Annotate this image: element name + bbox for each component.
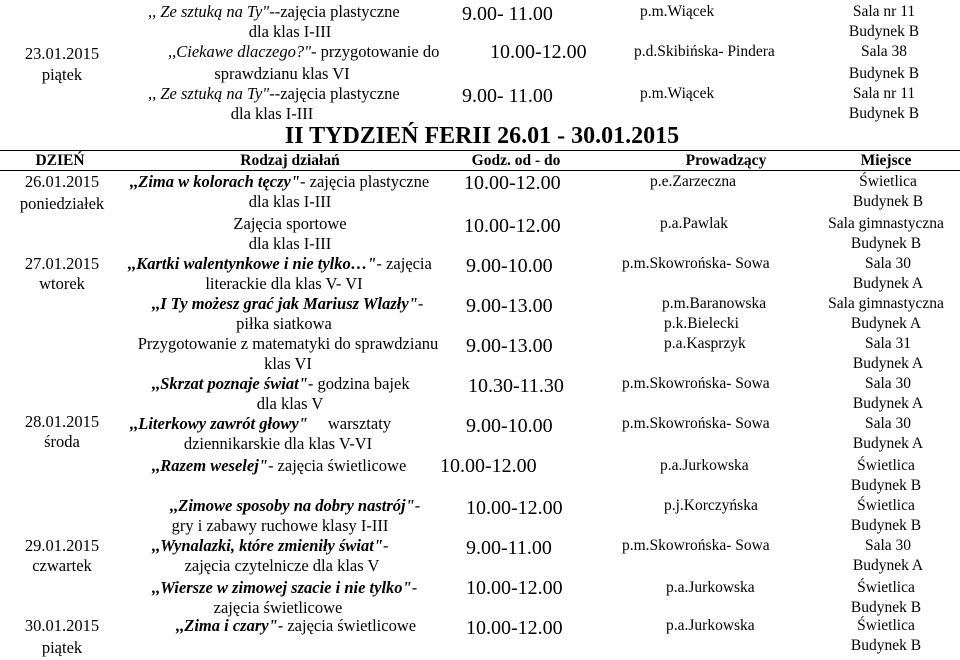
activity-line1 bbox=[176, 618, 416, 635]
activity-name: ,,Razem weselej" bbox=[152, 456, 268, 475]
time-range: 10.00-12.00 bbox=[440, 455, 537, 477]
prev-activity-line1 bbox=[148, 86, 400, 103]
prev-building: Budynek B bbox=[848, 105, 920, 122]
building: Budynek A bbox=[852, 355, 924, 372]
day-date: 27.01.2015 bbox=[24, 254, 100, 273]
day-weekday: środa bbox=[44, 432, 80, 451]
activity-desc: - bbox=[417, 294, 424, 313]
activity-line1 bbox=[152, 376, 410, 393]
activity-line2: zajęcia czytelnicze dla klas V bbox=[184, 556, 380, 575]
activity-line1 bbox=[170, 498, 420, 515]
header-activity: Rodzaj działań bbox=[240, 152, 340, 169]
activity-line2: gry i zabawy ruchowe klasy I-III bbox=[171, 516, 389, 535]
teacher-name: p.m.Skowrońska- Sowa bbox=[622, 537, 770, 554]
room: Sala 30 bbox=[864, 375, 912, 392]
building: Budynek B bbox=[850, 517, 922, 534]
time-range: 10.00-12.00 bbox=[464, 172, 561, 194]
teacher-name: p.a.Kasprzyk bbox=[664, 335, 746, 352]
prev-person: p.m.Wiącek bbox=[640, 85, 715, 102]
header-day: DZIEŃ bbox=[35, 152, 85, 169]
activity-line2: dla klas V bbox=[256, 394, 324, 413]
teacher-name-2: p.k.Bielecki bbox=[664, 315, 739, 332]
activity-name: ,, Ze sztuką na Ty"- bbox=[148, 2, 275, 21]
teacher-name: p.j.Korczyńska bbox=[664, 497, 758, 514]
activity-desc: - bbox=[414, 496, 421, 515]
activity-desc: - godzina bajek bbox=[307, 374, 410, 393]
activity-line1: Przygotowanie z matematyki do sprawdzianu bbox=[137, 334, 439, 353]
time-range: 10.00-12.00 bbox=[466, 617, 563, 639]
time-range: 10.00-12.00 bbox=[466, 497, 563, 519]
activity-line2: literackie dla klas V- VI bbox=[205, 274, 363, 293]
day-date: 26.01.2015 bbox=[24, 172, 100, 191]
activity-desc: - przygotowanie do bbox=[311, 42, 440, 61]
room: Sala gimnastyczna bbox=[828, 215, 944, 232]
building: Budynek B bbox=[852, 193, 924, 210]
activity-name: ,,Zimowe sposoby na dobry nastrój" bbox=[170, 496, 415, 515]
prev-person: p.d.Skibińska- Pindera bbox=[634, 43, 775, 60]
prev-building: Budynek B bbox=[848, 23, 920, 40]
activity-line1 bbox=[130, 416, 391, 433]
building: Budynek B bbox=[850, 637, 922, 654]
activity-desc: -zajęcia plastyczne bbox=[274, 2, 400, 21]
prev-time: 10.00-12.00 bbox=[490, 41, 587, 63]
activity-name: ,,Skrzat poznaje świat" bbox=[152, 374, 308, 393]
time-range: 9.00-13.00 bbox=[466, 295, 553, 317]
prev-room: Sala nr 11 bbox=[852, 3, 916, 20]
room: Sala gimnastyczna bbox=[828, 295, 944, 312]
building: Budynek B bbox=[850, 477, 922, 494]
room: Sala 30 bbox=[864, 537, 912, 554]
week-title: II TYDZIEŃ FERII 26.01 - 30.01.2015 bbox=[284, 123, 680, 149]
activity-desc: - zajęcia bbox=[376, 254, 432, 273]
prev-activity-line1 bbox=[148, 4, 400, 21]
teacher-name: p.m.Skowrońska- Sowa bbox=[622, 375, 770, 392]
teacher-name: p.e.Zarzeczna bbox=[650, 173, 737, 190]
day-weekday: czwartek bbox=[32, 556, 92, 575]
activity-line1 bbox=[152, 538, 389, 555]
building: Budynek A bbox=[852, 557, 924, 574]
header-place: Miejsce bbox=[860, 152, 912, 169]
activity-name: ,,Zima i czary" bbox=[176, 616, 278, 635]
activity-line1 bbox=[130, 174, 429, 191]
activity-desc: - zajęcia świetlicowe bbox=[277, 616, 417, 635]
activity-name: ,,Zima w kolorach tęczy" bbox=[130, 172, 301, 191]
prev-activity-line2: sprawdzianu klas VI bbox=[214, 64, 350, 83]
activity-line1 bbox=[128, 256, 432, 273]
activity-line1 bbox=[152, 458, 406, 475]
teacher-name: p.m.Skowrońska- Sowa bbox=[622, 255, 770, 272]
activity-desc: - zajęcia plastyczne bbox=[300, 172, 430, 191]
activity-name: ,,Kartki walentynkowe i nie tylko…" bbox=[128, 254, 377, 273]
time-range: 10.30-11.30 bbox=[468, 375, 564, 397]
header-time: Godz. od - do bbox=[471, 152, 561, 169]
day-weekday: piątek bbox=[41, 638, 83, 657]
divider bbox=[0, 170, 960, 171]
activity-line2: zajęcia świetlicowe bbox=[213, 598, 343, 617]
room: Sala 30 bbox=[864, 415, 912, 432]
room: Sala 31 bbox=[864, 335, 912, 352]
teacher-name: p.m.Skowrońska- Sowa bbox=[622, 415, 770, 432]
day-date: 29.01.2015 bbox=[24, 536, 100, 555]
building: Budynek A bbox=[850, 315, 922, 332]
activity-desc: - zajęcia świetlicowe bbox=[267, 456, 407, 475]
activity-line2: dla klas I-III bbox=[248, 192, 332, 211]
activity-line2: klas VI bbox=[264, 354, 312, 373]
activity-name: ,,Literkowy zawrót głowy" bbox=[130, 414, 308, 433]
time-range: 10.00-12.00 bbox=[466, 577, 563, 599]
activity-name: ,,I Ty możesz grać jak Mariusz Wlazły" bbox=[152, 294, 418, 313]
activity-name: ,,Wynalazki, które zmieniły świat" bbox=[152, 536, 384, 555]
activity-line1 bbox=[152, 296, 423, 313]
activity-line1 bbox=[152, 580, 417, 597]
day-weekday: wtorek bbox=[39, 274, 85, 293]
time-range: 9.00-10.00 bbox=[466, 415, 553, 437]
activity-line1: Zajęcia sportowe bbox=[233, 214, 347, 233]
activity-desc: - bbox=[383, 536, 389, 555]
day-date: 30.01.2015 bbox=[24, 616, 100, 635]
teacher-name: p.m.Baranowska bbox=[662, 295, 767, 312]
activity-desc: warsztaty bbox=[327, 414, 392, 433]
teacher-name: p.a.Jurkowska bbox=[660, 457, 749, 474]
room: Świetlica bbox=[857, 457, 915, 474]
prev-week-date: 23.01.2015 bbox=[24, 44, 100, 63]
time-range: 9.00-10.00 bbox=[466, 255, 553, 277]
header-person: Prowadzący bbox=[685, 152, 767, 169]
building: Budynek B bbox=[850, 599, 922, 616]
prev-week-weekday: piątek bbox=[41, 65, 83, 84]
building: Budynek B bbox=[850, 235, 922, 252]
activity-desc: - bbox=[411, 578, 418, 597]
prev-person: p.m.Wiącek bbox=[640, 3, 715, 20]
room: Świetlica bbox=[857, 579, 915, 596]
building: Budynek A bbox=[852, 275, 924, 292]
building: Budynek A bbox=[852, 395, 924, 412]
prev-building: Budynek B bbox=[848, 65, 920, 82]
prev-room: Sala 38 bbox=[860, 43, 908, 60]
activity-line2: dziennikarskie dla klas V-VI bbox=[183, 434, 373, 453]
activity-desc: -zajęcia plastyczne bbox=[274, 84, 400, 103]
teacher-name: p.a.Jurkowska bbox=[666, 617, 755, 634]
room: Sala 30 bbox=[864, 255, 912, 272]
day-date: 28.01.2015 bbox=[24, 412, 100, 431]
room: Świetlica bbox=[859, 173, 917, 190]
teacher-name: p.a.Jurkowska bbox=[666, 579, 755, 596]
room: Świetlica bbox=[857, 617, 915, 634]
prev-activity-line2: dla klas I-III bbox=[230, 104, 314, 123]
prev-room: Sala nr 11 bbox=[852, 85, 916, 102]
room: Świetlica bbox=[857, 497, 915, 514]
building: Budynek A bbox=[852, 435, 924, 452]
day-weekday: poniedziałek bbox=[19, 194, 105, 213]
teacher-name: p.a.Pawlak bbox=[660, 215, 729, 232]
activity-name: ,, Ze sztuką na Ty"- bbox=[148, 84, 275, 103]
activity-line2: dla klas I-III bbox=[248, 234, 332, 253]
prev-activity-line1 bbox=[168, 44, 439, 61]
prev-time: 9.00- 11.00 bbox=[462, 3, 553, 25]
divider bbox=[0, 150, 960, 151]
time-range: 10.00-12.00 bbox=[464, 215, 561, 237]
prev-time: 9.00- 11.00 bbox=[462, 85, 553, 107]
prev-activity-line2: dla klas I-III bbox=[248, 22, 332, 41]
activity-name: ,,Ciekawe dlaczego?" bbox=[168, 42, 312, 61]
time-range: 9.00-11.00 bbox=[466, 537, 552, 559]
activity-name: ,,Wiersze w zimowej szacie i nie tylko" bbox=[152, 578, 412, 597]
time-range: 9.00-13.00 bbox=[466, 335, 553, 357]
activity-line2: piłka siatkowa bbox=[236, 314, 332, 333]
